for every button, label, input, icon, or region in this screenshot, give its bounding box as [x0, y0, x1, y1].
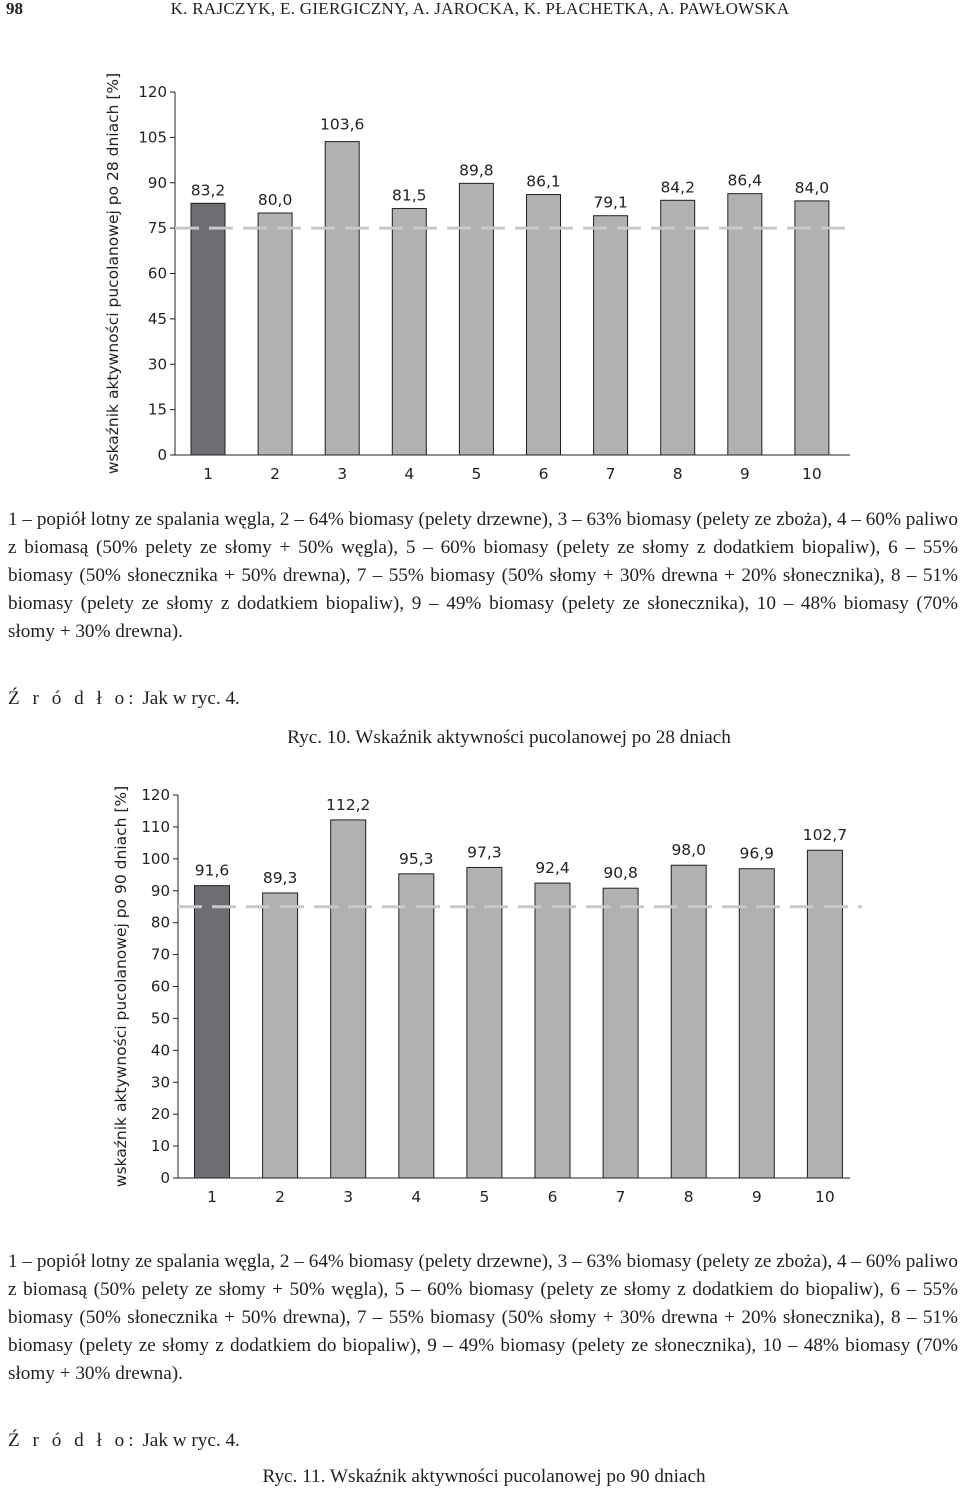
- bar-value-label: 96,9: [739, 844, 775, 863]
- bar-value-label: 103,6: [320, 115, 365, 134]
- y-tick-label: 45: [147, 309, 167, 328]
- figure-10-legend: 1 – popiół lotny ze spalania węgla, 2 – 64% biomasy (pelety drzewne), 3 – 63% biomasy (pelety ze zboża), 4 – 60% paliwo z biomasą (50% pelety ze słomy + 50% węgla), 5 – 60% biomasy (pelety ze słomy z dodatkiem biopaliw), 6 – 55% biomasy (50% słonecznika + 50% drewna), 7 – 55% biomasy (50% słomy + 30% drewna + 20% słonecznika), 8 – 51% biomasy (pelety ze słomy z dodatkiem biopaliw), 9 – 49% biomasy (pelety ze słonecznika), 10 – 48% biomasy (70% słomy + 30% drewna).: [8, 509, 958, 642]
- y-tick-label: 60: [147, 264, 167, 283]
- y-tick-label: 0: [160, 1169, 170, 1187]
- bar-value-label: 81,5: [392, 186, 427, 205]
- bar-value-label: 86,4: [727, 171, 763, 190]
- y-tick-label: 110: [141, 817, 170, 836]
- figure-11-chart: [0, 780, 960, 1220]
- y-tick-label: 50: [150, 1009, 170, 1028]
- y-tick-label: 15: [147, 400, 167, 419]
- x-tick-label: 9: [739, 465, 750, 483]
- x-tick-label: 6: [547, 1188, 558, 1206]
- y-tick-label: 80: [150, 913, 170, 932]
- bar-value-label: 83,2: [190, 181, 226, 200]
- figure-10-source: [8, 688, 240, 710]
- authors-header: K. RAJCZYK, E. GIERGICZNY, A. JAROCKA, K. PŁACHETKA, A. PAWŁOWSKA: [170, 0, 790, 18]
- y-tick-label: 10: [150, 1137, 170, 1156]
- bar: [258, 213, 292, 455]
- source-label: Ź r ó d ł o:: [8, 688, 138, 709]
- figure-11-svg: [0, 780, 960, 1220]
- x-tick-label: 10: [815, 1188, 835, 1206]
- x-tick-label: 3: [337, 465, 348, 483]
- y-tick-label: 40: [150, 1041, 170, 1060]
- y-tick-label: 105: [138, 128, 167, 147]
- source-label: Ź r ó d ł o:: [8, 1430, 138, 1451]
- figure-11-caption-text: Ryc. 11. Wskaźnik aktywności pucolanowej po 90 dniach: [262, 1466, 706, 1487]
- y-tick-label: 90: [147, 173, 167, 192]
- x-tick-label: 1: [203, 465, 213, 483]
- bar: [661, 200, 695, 455]
- bar: [594, 216, 628, 455]
- bar: [191, 203, 225, 455]
- bar-value-label: 90,8: [603, 864, 638, 883]
- y-tick-label: 70: [150, 945, 170, 964]
- y-tick-label: 60: [150, 977, 170, 996]
- x-tick-label: 8: [672, 465, 683, 483]
- x-tick-label: 4: [411, 1188, 422, 1206]
- bar: [795, 201, 829, 455]
- bar: [331, 820, 366, 1178]
- bar-value-label: 86,1: [526, 172, 561, 191]
- bar-value-label: 89,8: [459, 161, 494, 180]
- source-text: Jak w ryc. 4.: [142, 688, 240, 709]
- y-tick-label: 75: [147, 219, 167, 238]
- x-tick-label: 5: [479, 1188, 490, 1206]
- x-tick-label: 7: [605, 465, 616, 483]
- y-tick-label: 30: [150, 1073, 170, 1092]
- figure-11-legend: 1 – popiół lotny ze spalania węgla, 2 – 64% biomasy (pelety drzewne), 3 – 63% biomasy (pelety ze zboża), 4 – 60% paliwo z biomasą (50% pelety ze słomy + 50% węgla), 5 – 60% biomasy (pelety ze słomy z dodatkiem do biopaliw), 6 – 55% biomasy (50% słonecznika + 50% drewna), 7 – 55% biomasy (50% słomy + 30% drewna + 20% słonecznika), 8 – 51% biomasy (pelety ze słomy z dodatkiem do biopaliw), 9 – 49% biomasy (pelety ze słonecznika), 10 – 48% biomasy (70% słomy + 30% drewna).: [8, 1251, 958, 1384]
- y-tick-label: 90: [150, 881, 170, 900]
- y-axis-label: wskaźnik aktywności pucolanowej po 28 dniach [%]: [104, 72, 122, 475]
- figure-10-caption-text: Ryc. 10. Wskaźnik aktywności pucolanowej po 28 dniach: [287, 727, 731, 748]
- bar-value-label: 91,6: [194, 861, 230, 880]
- bar-value-label: 98,0: [671, 841, 706, 860]
- bar: [195, 886, 230, 1178]
- x-tick-label: 3: [343, 1188, 354, 1206]
- y-tick-label: 20: [150, 1105, 170, 1124]
- x-tick-label: 1: [207, 1188, 217, 1206]
- source-text: Jak w ryc. 4.: [142, 1430, 240, 1451]
- bar: [739, 869, 774, 1178]
- figure-10-chart: [0, 70, 960, 490]
- bar: [728, 194, 762, 455]
- y-tick-label: 120: [138, 83, 167, 101]
- bar: [392, 208, 426, 455]
- bar: [467, 867, 502, 1178]
- bar-value-label: 102,7: [802, 826, 848, 845]
- bar: [535, 883, 570, 1178]
- bar: [527, 195, 561, 455]
- running-header: [0, 0, 960, 22]
- x-tick-label: 4: [404, 465, 415, 483]
- bar-value-label: 97,3: [467, 843, 502, 862]
- bar: [459, 183, 493, 455]
- figure-11-caption: [0, 1466, 960, 1488]
- x-tick-label: 2: [275, 1188, 286, 1206]
- bar-value-label: 84,0: [794, 178, 830, 197]
- x-tick-label: 8: [683, 1188, 694, 1206]
- y-tick-label: 0: [157, 446, 167, 464]
- x-tick-label: 5: [471, 465, 482, 483]
- bar-value-label: 89,3: [262, 868, 298, 887]
- x-tick-label: 2: [270, 465, 281, 483]
- bar: [603, 888, 638, 1178]
- x-tick-label: 9: [751, 1188, 762, 1206]
- bar-value-label: 95,3: [399, 849, 434, 868]
- y-tick-label: 120: [141, 786, 170, 804]
- bar: [325, 142, 359, 455]
- y-tick-label: 30: [147, 355, 167, 374]
- y-axis-label: wskaźnik aktywności pucolanowej po 90 dniach [%]: [112, 785, 130, 1188]
- bar-value-label: 84,2: [660, 178, 695, 197]
- bar: [399, 874, 434, 1178]
- y-tick-label: 100: [141, 849, 170, 868]
- bar: [807, 850, 842, 1178]
- x-tick-label: 6: [538, 465, 549, 483]
- figure-11-source: [8, 1430, 240, 1452]
- bar-value-label: 79,1: [593, 193, 628, 212]
- bar-value-label: 92,4: [535, 859, 570, 878]
- x-tick-label: 7: [615, 1188, 626, 1206]
- x-tick-label: 10: [802, 465, 822, 483]
- bar-value-label: 112,2: [326, 795, 371, 814]
- figure-10-svg: [0, 70, 960, 490]
- bar-value-label: 80,0: [257, 191, 293, 209]
- bar: [671, 865, 706, 1178]
- bar: [263, 893, 298, 1178]
- page-number: 98: [6, 0, 23, 18]
- figure-10-caption: [0, 727, 960, 749]
